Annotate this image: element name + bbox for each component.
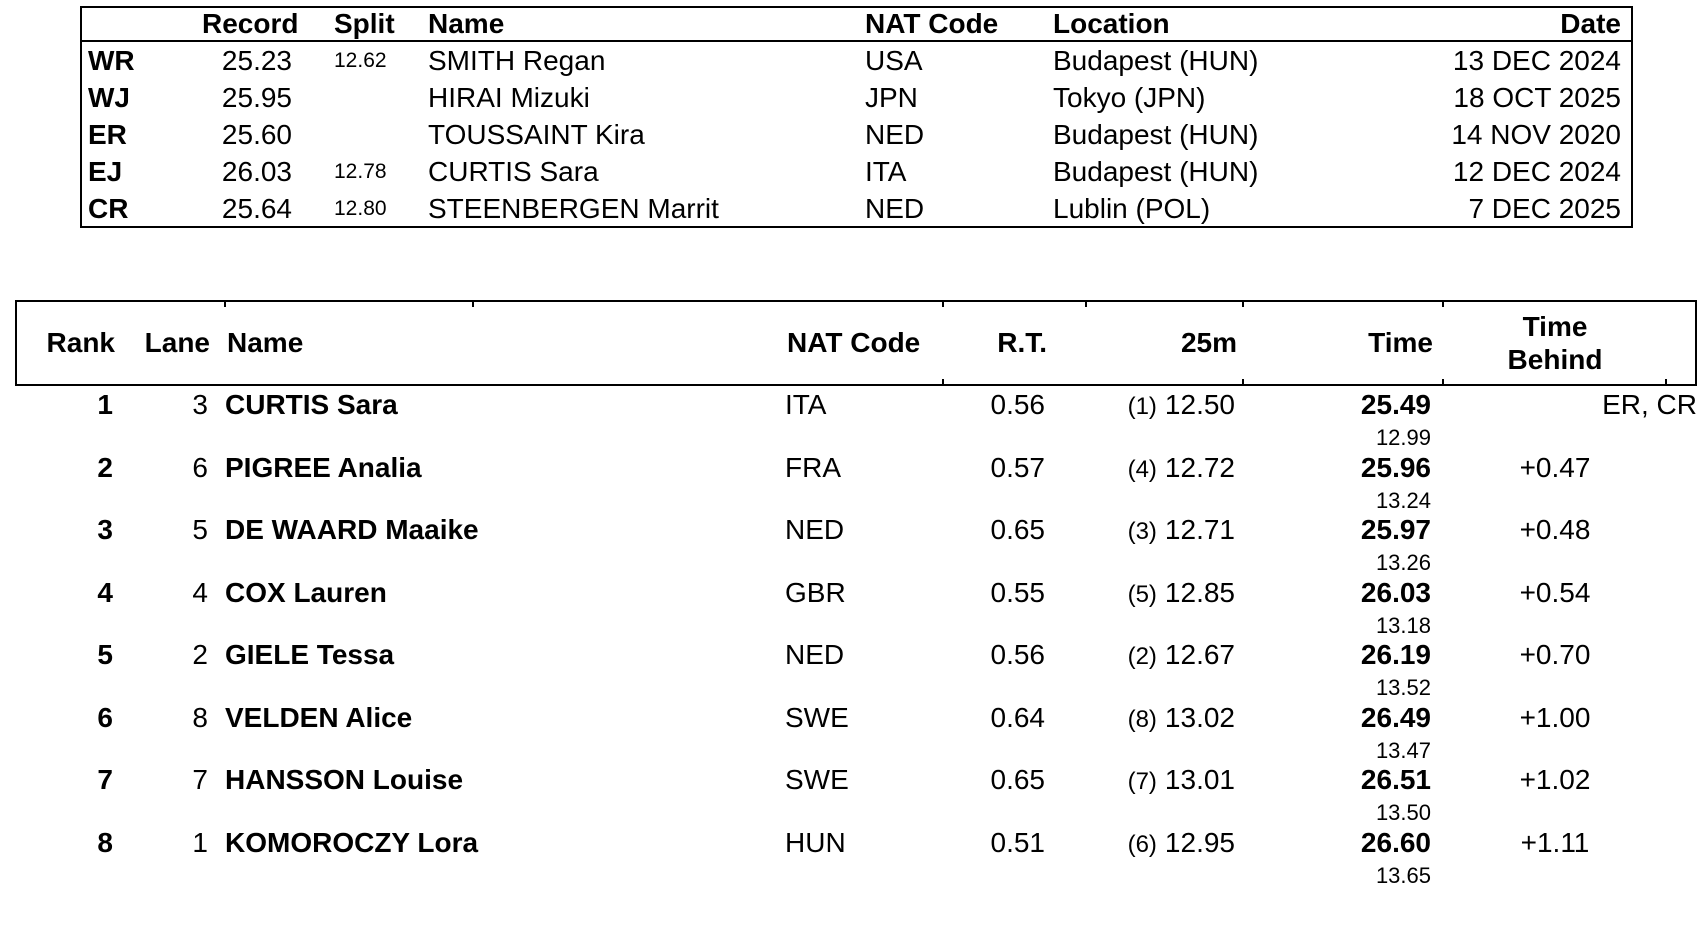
records-header-location: Location xyxy=(1053,8,1170,39)
result-row-6 xyxy=(15,701,1697,764)
record-code: WR xyxy=(88,44,135,76)
results-rows xyxy=(15,388,1697,888)
record-time: 26.03 xyxy=(221,156,292,188)
swimmer-name: KOMOROCZY Lora xyxy=(225,826,479,858)
nat-code-value: NED xyxy=(785,514,845,545)
second-lap-split: 13.50 xyxy=(1375,800,1431,825)
time-behind-line1: Time xyxy=(1522,311,1588,342)
25m-position: (5) xyxy=(1127,580,1157,608)
lane-value: 4 xyxy=(192,576,208,608)
record-badge: ER, CR xyxy=(1602,389,1697,420)
record-time: 25.60 xyxy=(221,118,292,150)
25m-split-value: 12.95 xyxy=(1164,826,1235,858)
record-holder-name: CURTIS Sara xyxy=(428,156,599,188)
25m-position: (7) xyxy=(1127,768,1157,795)
second-lap-split: 13.65 xyxy=(1375,862,1431,888)
result-row-4 xyxy=(15,576,1697,639)
result-row-1 xyxy=(15,388,1697,451)
records-table xyxy=(80,6,1633,228)
record-time: 25.64 xyxy=(221,193,292,225)
25m-split-value: 12.85 xyxy=(1164,576,1235,608)
record-date: 12 DEC 2024 xyxy=(1452,156,1621,188)
lane-value: 7 xyxy=(192,764,208,795)
record-date: 18 OCT 2025 xyxy=(1453,81,1621,113)
column-tick xyxy=(1665,379,1667,384)
nat-code-value: ITA xyxy=(785,389,827,420)
record-date: 13 DEC 2024 xyxy=(1452,44,1621,76)
column-tick xyxy=(1085,302,1087,307)
column-tick xyxy=(1242,302,1244,307)
record-row-ej xyxy=(82,154,1631,191)
25m-split-value: 12.67 xyxy=(1164,639,1235,670)
result-row-3 xyxy=(15,513,1697,576)
record-holder-name: STEENBERGEN Marrit xyxy=(428,193,719,225)
swimmer-name: GIELE Tessa xyxy=(225,639,395,670)
records-header-name: Name xyxy=(428,8,505,39)
25m-position: (2) xyxy=(1127,643,1157,670)
second-lap-split: 12.99 xyxy=(1375,425,1431,450)
record-holder-name: HIRAI Mizuki xyxy=(428,81,590,113)
second-lap-split: 13.47 xyxy=(1375,737,1431,763)
column-tick xyxy=(942,302,944,307)
records-header-date: Date xyxy=(1560,8,1621,39)
time-behind-value: +0.48 xyxy=(1519,514,1591,545)
record-code: EJ xyxy=(88,156,123,188)
results-header-rank: Rank xyxy=(46,327,115,358)
record-date: 14 NOV 2020 xyxy=(1451,118,1621,150)
swimmer-name: CURTIS Sara xyxy=(225,389,398,420)
column-tick xyxy=(224,302,226,307)
time-behind-value: +0.54 xyxy=(1519,576,1591,608)
time-behind-value: +0.70 xyxy=(1519,639,1591,670)
nat-code-value: GBR xyxy=(785,576,846,608)
column-tick xyxy=(1442,379,1444,384)
final-time-value: 26.03 xyxy=(1360,576,1431,608)
swimmer-name: PIGREE Analia xyxy=(225,451,422,483)
record-location: Budapest (HUN) xyxy=(1053,156,1259,188)
lane-value: 1 xyxy=(192,826,208,858)
column-tick xyxy=(1442,302,1444,307)
column-tick xyxy=(1242,379,1244,384)
25m-split-value: 12.72 xyxy=(1164,451,1235,483)
lane-value: 2 xyxy=(192,639,208,670)
record-row-wr xyxy=(82,42,1631,79)
record-row-cr xyxy=(82,191,1631,228)
swimmer-name: VELDEN Alice xyxy=(225,701,413,733)
25m-position: (4) xyxy=(1127,455,1157,483)
result-row-7 xyxy=(15,763,1697,826)
results-header-25m: 25m xyxy=(1180,327,1237,358)
25m-split-cell xyxy=(1045,576,1235,610)
record-time: 25.95 xyxy=(221,81,292,113)
final-time-value: 25.96 xyxy=(1360,451,1431,483)
record-time: 25.23 xyxy=(221,44,292,76)
25m-split-value: 12.50 xyxy=(1164,389,1235,420)
record-split: 12.78 xyxy=(334,160,387,184)
results-header-time: Time xyxy=(1368,327,1433,358)
time-behind-value: +0.47 xyxy=(1519,451,1591,483)
second-lap-split: 13.24 xyxy=(1375,487,1431,513)
result-row-2 xyxy=(15,451,1697,514)
record-row-wj xyxy=(82,79,1631,116)
25m-split-value: 13.02 xyxy=(1164,701,1235,733)
25m-position: (6) xyxy=(1127,830,1157,858)
record-code: CR xyxy=(88,193,129,225)
25m-split-cell xyxy=(1045,513,1235,547)
results-header-time-behind xyxy=(1433,310,1695,376)
reaction-time-value: 0.57 xyxy=(990,451,1045,483)
25m-split-cell xyxy=(1045,763,1235,797)
25m-split-cell xyxy=(1045,638,1235,672)
swimmer-name: HANSSON Louise xyxy=(225,764,464,795)
column-tick xyxy=(942,379,944,384)
rank-value: 4 xyxy=(97,576,113,608)
records-header-nat-code: NAT Code xyxy=(865,8,999,39)
25m-split-value: 12.71 xyxy=(1164,514,1235,545)
lane-value: 6 xyxy=(192,451,208,483)
records-header-record: Record xyxy=(202,8,299,39)
time-behind-value: +1.00 xyxy=(1519,701,1591,733)
nat-code-value: HUN xyxy=(785,826,846,858)
record-nat-code: ITA xyxy=(865,156,907,188)
record-nat-code: JPN xyxy=(865,81,918,113)
final-time-value: 25.97 xyxy=(1360,514,1431,545)
25m-split-cell xyxy=(1045,701,1235,735)
reaction-time-value: 0.65 xyxy=(990,514,1045,545)
record-holder-name: TOUSSAINT Kira xyxy=(428,118,645,150)
25m-split-value: 13.01 xyxy=(1164,764,1235,795)
time-behind-line2: Behind xyxy=(1507,344,1603,375)
25m-split-cell xyxy=(1045,451,1235,485)
record-row-er xyxy=(82,116,1631,153)
lane-value: 8 xyxy=(192,701,208,733)
record-location: Budapest (HUN) xyxy=(1053,44,1259,76)
rank-value: 6 xyxy=(97,701,113,733)
25m-split-cell xyxy=(1045,826,1235,860)
rank-value: 8 xyxy=(97,826,113,858)
rank-value: 7 xyxy=(97,764,113,795)
25m-position: (3) xyxy=(1127,518,1157,545)
record-date: 7 DEC 2025 xyxy=(1468,193,1621,225)
final-time-value: 26.51 xyxy=(1360,764,1431,795)
reaction-time-value: 0.55 xyxy=(990,576,1045,608)
second-lap-split: 13.26 xyxy=(1375,550,1431,575)
record-split: 12.62 xyxy=(334,48,387,72)
record-nat-code: USA xyxy=(865,44,923,76)
record-code: ER xyxy=(88,118,127,150)
final-time-value: 26.49 xyxy=(1360,701,1431,733)
record-location: Lublin (POL) xyxy=(1053,193,1211,225)
result-row-5 xyxy=(15,638,1697,701)
reaction-time-value: 0.65 xyxy=(990,764,1045,795)
column-tick xyxy=(472,302,474,307)
reaction-time-value: 0.51 xyxy=(990,826,1045,858)
records-header-split: Split xyxy=(334,8,395,39)
record-holder-name: SMITH Regan xyxy=(428,44,606,76)
second-lap-split: 13.18 xyxy=(1375,612,1431,638)
rank-value: 3 xyxy=(97,514,113,545)
results-header-nat-code: NAT Code xyxy=(787,327,921,358)
final-time-value: 26.60 xyxy=(1360,826,1431,858)
record-split: 12.80 xyxy=(334,197,387,221)
results-table-header xyxy=(15,300,1697,386)
time-behind-value: +1.02 xyxy=(1519,764,1591,795)
lane-value: 5 xyxy=(192,514,208,545)
results-header-lane: Lane xyxy=(144,327,210,358)
record-nat-code: NED xyxy=(865,118,925,150)
rank-value: 2 xyxy=(97,451,113,483)
record-location: Tokyo (JPN) xyxy=(1053,81,1206,113)
25m-position: (8) xyxy=(1127,705,1157,733)
reaction-time-value: 0.56 xyxy=(990,389,1045,420)
25m-split-cell xyxy=(1045,388,1235,422)
reaction-time-value: 0.56 xyxy=(990,639,1045,670)
time-behind-value: +1.11 xyxy=(1520,826,1590,858)
final-time-value: 25.49 xyxy=(1360,389,1431,420)
rank-value: 1 xyxy=(97,389,113,420)
results-header-reaction-time: R.T. xyxy=(997,327,1047,358)
record-location: Budapest (HUN) xyxy=(1053,118,1259,150)
nat-code-value: FRA xyxy=(785,451,841,483)
records-table-header xyxy=(82,8,1631,42)
nat-code-value: SWE xyxy=(785,764,849,795)
reaction-time-value: 0.64 xyxy=(990,701,1045,733)
lane-value: 3 xyxy=(192,389,208,420)
results-header-name: Name xyxy=(227,327,304,358)
second-lap-split: 13.52 xyxy=(1375,675,1431,700)
25m-position: (1) xyxy=(1127,393,1157,420)
rank-value: 5 xyxy=(97,639,113,670)
record-nat-code: NED xyxy=(865,193,925,225)
final-time-value: 26.19 xyxy=(1360,639,1431,670)
result-row-8 xyxy=(15,826,1697,889)
record-code: WJ xyxy=(88,81,130,113)
swimmer-name: COX Lauren xyxy=(225,576,387,608)
nat-code-value: NED xyxy=(785,639,845,670)
swimmer-name: DE WAARD Maaike xyxy=(225,514,479,545)
nat-code-value: SWE xyxy=(785,701,849,733)
